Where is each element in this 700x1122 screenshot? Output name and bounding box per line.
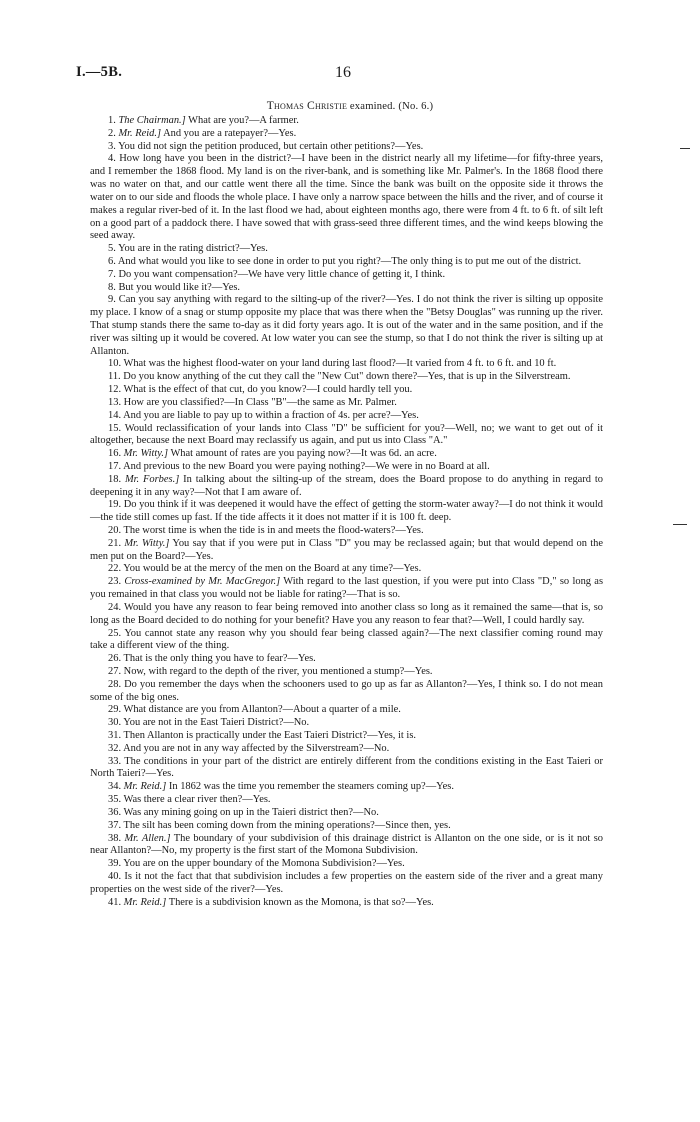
page-reference: I.—5B. — [76, 64, 123, 80]
question-answer-text: And you are a ratepayer?—Yes. — [161, 127, 297, 139]
section-heading — [0, 99, 700, 112]
question-number: 20. — [108, 525, 122, 536]
question-answer-text: Is it not the fact that that subdivision includes a few properties on the eastern side of the river and a great many properties on the west side of the river?—Yes. — [90, 870, 603, 895]
qa-paragraph — [90, 423, 603, 449]
question-answer-text: You say that if you were put in Class "D" you may be reclassed again; but that would depend on the men put on the Board?—Yes. — [90, 537, 603, 562]
question-answer-text: And you are not in any way affected by the Silverstream?—No. — [123, 742, 390, 754]
question-number: 22. — [108, 563, 122, 575]
question-number: 34. — [108, 781, 122, 793]
question-number: 12. — [108, 384, 122, 396]
qa-paragraph — [90, 371, 603, 384]
question-number: 17. — [108, 460, 122, 472]
question-answer-text: Was any mining going on up in the Taieri district then?—No. — [123, 806, 379, 818]
question-answer-text: What is the effect of that cut, do you know?—I could hardly tell you. — [123, 384, 413, 396]
question-answer-text: You would be at the mercy of the men on the Board at any time?—Yes. — [123, 563, 422, 575]
qa-paragraph — [90, 243, 603, 256]
speaker-label: Mr. Reid.] — [123, 896, 167, 908]
question-answer-text: Do you know anything of the cut they call the "New Cut" down there?—Yes, that is up in the Silverstream. — [123, 371, 571, 383]
question-number: 16. — [108, 448, 122, 460]
question-number: 39. — [108, 858, 122, 870]
question-number: 15. — [108, 422, 122, 434]
speaker-label: Mr. Witty.] — [124, 537, 170, 549]
question-answer-text: How long have you been in the district?—I have been in the district nearly all my lifetime—for fifty-three years, and I remember the 1868 flood. My land is on the river-bank, and is something like Mr. Palmer's. In the 1868 flood there was no water on that, and our cattle went there all the time. Since the bank was built on the opposite side it throws the water on to our side and floods the whole place. I have only a narrow space between the hills and the river, and of course it makes a regular river-bed of it. In the last flood we had, about eighteen months ago, there were from 4 ft. to 6 ft. of silt left on a good part of a paddock there. I have sowed that with grass-seed three different times, and the wind keeps blowing the seed away. — [90, 153, 603, 242]
question-answer-text: Do you want compensation?—We have very little chance of getting it, I think. — [118, 268, 446, 280]
question-answer-text: What distance are you from Allanton?—About a quarter of a mile. — [123, 704, 401, 716]
question-answer-text: What are you?—A farmer. — [185, 115, 299, 126]
qa-paragraph — [90, 499, 603, 525]
qa-paragraph — [90, 807, 603, 820]
question-number: 27. — [108, 665, 122, 677]
question-number: 24. — [108, 601, 122, 613]
qa-paragraph — [90, 128, 603, 141]
question-number: 28. — [108, 678, 122, 690]
question-number: 29. — [108, 704, 122, 716]
question-answer-text: In 1862 was the time you remember the steamers coming up?—Yes. — [166, 781, 454, 793]
speaker-label: Cross-examined by Mr. MacGregor.] — [124, 576, 281, 588]
qa-paragraph — [90, 410, 603, 423]
examination-transcript — [90, 115, 603, 909]
question-number: 5. — [108, 243, 116, 255]
question-answer-text: What was the highest flood-water on your land during last flood?—It varied from 4 ft. to 6 ft. and 10 ft. — [123, 358, 557, 370]
qa-paragraph — [90, 756, 603, 782]
qa-paragraph — [90, 358, 603, 371]
qa-paragraph — [90, 115, 603, 128]
question-answer-text: Do you remember the days when the schooners used to go up as far as Allanton?—Yes, I think so. I do not mean some of the big ones. — [90, 678, 603, 703]
qa-paragraph — [90, 563, 603, 576]
question-number: 40. — [108, 870, 122, 882]
question-answer-text: The boundary of your subdivision of this drainage district is Allanton on the one side, or is it not so near Allanton?—No, my property is the first start of the Momona Subdivision. — [90, 832, 603, 857]
question-answer-text: The silt has been coming down from the mining operations?—Since then, yes. — [123, 819, 451, 831]
question-number: 6. — [108, 255, 116, 267]
qa-paragraph — [90, 256, 603, 269]
question-number: 18. — [108, 473, 122, 485]
margin-mark — [680, 148, 690, 149]
question-number: 31. — [108, 730, 122, 741]
qa-paragraph — [90, 628, 603, 654]
question-answer-text: Do you think if it was deepened it would have the effect of getting the storm-water away?—I do not think it would—the tide still comes up fast. If the tide affects it it does not matter if it is 100 ft. deep. — [90, 499, 604, 524]
qa-paragraph — [90, 397, 603, 410]
question-answer-text: The conditions in your part of the district are entirely different from the conditions existing in the East Taieri or North Taieri?—Yes. — [90, 755, 603, 780]
qa-paragraph — [90, 538, 603, 564]
question-number: 4. — [108, 153, 116, 165]
question-answer-text: The worst time is when the tide is in and meets the flood-waters?—Yes. — [123, 525, 424, 536]
qa-paragraph — [90, 474, 603, 500]
qa-paragraph — [90, 666, 603, 679]
question-number: 21. — [108, 537, 122, 549]
question-answer-text: And what would you like to see done in order to put you right?—The only thing is to put me out of the district. — [117, 255, 582, 267]
question-number: 8. — [108, 281, 116, 293]
qa-paragraph — [90, 871, 603, 897]
question-answer-text: Now, with regard to the depth of the river, you mentioned a stump?—Yes. — [123, 665, 433, 677]
question-answer-text: Can you say anything with regard to the silting-up of the river?—Yes. I do not think the river is silting up opposite my place. I know of a snag or stump opposite my place that was there when the "Betsy Douglas" was running up the river. That stump stands there the same to-day as it did forty years ago. It is out of the water and in the same position, and if the river was silting up it would be covered. At low water you can see the stump, so that I do not think the river is silting up at Allanton. — [90, 294, 604, 357]
question-answer-text: Was there a clear river then?—Yes. — [123, 794, 271, 806]
question-number: 14. — [108, 409, 122, 421]
question-number: 2. — [108, 127, 116, 139]
question-answer-text: Then Allanton is practically under the East Taieri District?—Yes, it is. — [123, 730, 416, 741]
question-answer-text: You are not in the East Taieri District?—No. — [123, 717, 310, 729]
qa-paragraph — [90, 141, 603, 154]
qa-paragraph — [90, 858, 603, 871]
qa-paragraph — [90, 833, 603, 859]
question-number: 41. — [108, 896, 122, 908]
question-number: 13. — [108, 396, 122, 408]
question-number: 38. — [108, 832, 122, 844]
question-number: 26. — [108, 653, 122, 665]
qa-paragraph — [90, 717, 603, 730]
question-number: 9. — [108, 294, 116, 306]
qa-paragraph — [90, 820, 603, 833]
speaker-label: The Chairman.] — [118, 115, 186, 126]
question-answer-text: Would you have any reason to fear being removed into another class so long as it remained the same—that is, so long as the Board decided to do nothing for your benefit? Have you any reason to fear that?—Well, I could hardly say. — [90, 601, 604, 626]
qa-paragraph — [90, 282, 603, 295]
question-number: 30. — [108, 717, 122, 729]
question-answer-text: There is a subdivision known as the Momona, is that so?—Yes. — [166, 896, 434, 908]
question-answer-text: Would reclassification of your lands into Class "D" be sufficient for you?—Well, no; we want to get out of it altogether, because the next Board may reclassify us again, and put us into Class "A." — [90, 422, 603, 447]
question-answer-text: And you are liable to pay up to within a fraction of 4s. per acre?—Yes. — [123, 409, 419, 421]
question-number: 3. — [108, 140, 116, 152]
question-number: 32. — [108, 742, 122, 754]
qa-paragraph — [90, 294, 603, 358]
question-answer-text: You are on the upper boundary of the Momona Subdivision?—Yes. — [123, 858, 405, 870]
question-number: 23. — [108, 576, 122, 588]
witness-name: Thomas Christie — [266, 99, 348, 112]
qa-paragraph — [90, 794, 603, 807]
speaker-label: Mr. Allen.] — [124, 832, 171, 844]
question-answer-text: And previous to the new Board you were paying nothing?—We were in no Board at all. — [123, 460, 490, 472]
qa-paragraph — [90, 461, 603, 474]
speaker-label: Mr. Forbes.] — [124, 473, 180, 485]
qa-paragraph — [90, 743, 603, 756]
margin-mark — [673, 524, 687, 525]
question-number: 25. — [108, 627, 122, 639]
qa-paragraph — [90, 730, 603, 743]
speaker-label: Mr. Witty.] — [123, 448, 169, 460]
qa-paragraph — [90, 384, 603, 397]
question-answer-text: In talking about the silting-up of the stream, does the Board propose to do anything in regard to deepening it in any way?—Not that I am aware of. — [90, 473, 603, 498]
qa-paragraph — [90, 653, 603, 666]
question-number: 33. — [108, 755, 122, 767]
question-number: 35. — [108, 794, 122, 806]
qa-paragraph — [90, 269, 603, 282]
qa-paragraph — [90, 897, 603, 910]
qa-paragraph — [90, 602, 603, 628]
page-number: 16 — [335, 64, 351, 81]
heading-detail: examined. (No. 6.) — [347, 101, 434, 112]
speaker-label: Mr. Reid.] — [118, 127, 162, 139]
question-answer-text: How are you classified?—In Class "B"—the same as Mr. Palmer. — [123, 396, 397, 408]
question-answer-text: What amount of rates are you paying now?—It was 6d. an acre. — [168, 448, 437, 460]
qa-paragraph — [90, 679, 603, 705]
qa-paragraph — [90, 153, 603, 243]
question-answer-text: With regard to the last question, if you were put into Class "D," so long as you remained in that class you would not be liable for rating?—That is so. — [90, 576, 604, 601]
question-number: 37. — [108, 819, 122, 831]
speaker-label: Mr. Reid.] — [123, 781, 167, 793]
qa-paragraph — [90, 576, 603, 602]
question-number: 7. — [108, 268, 116, 280]
question-answer-text: That is the only thing you have to fear?—Yes. — [123, 653, 316, 665]
qa-paragraph — [90, 781, 603, 794]
question-answer-text: You cannot state any reason why you should fear being classed again?—The next classifier coming round may take a different view of the thing. — [90, 627, 603, 652]
question-answer-text: But you would like it?—Yes. — [118, 281, 241, 293]
question-number: 11. — [108, 371, 121, 383]
qa-paragraph — [90, 448, 603, 461]
qa-paragraph — [90, 704, 603, 717]
question-number: 1. — [108, 115, 116, 126]
question-answer-text: You are in the rating district?—Yes. — [118, 243, 268, 255]
qa-paragraph — [90, 525, 603, 538]
question-number: 19. — [108, 499, 122, 511]
question-number: 36. — [108, 806, 122, 818]
question-number: 10. — [108, 358, 122, 370]
question-answer-text: You did not sign the petition produced, but certain other petitions?—Yes. — [118, 140, 424, 152]
